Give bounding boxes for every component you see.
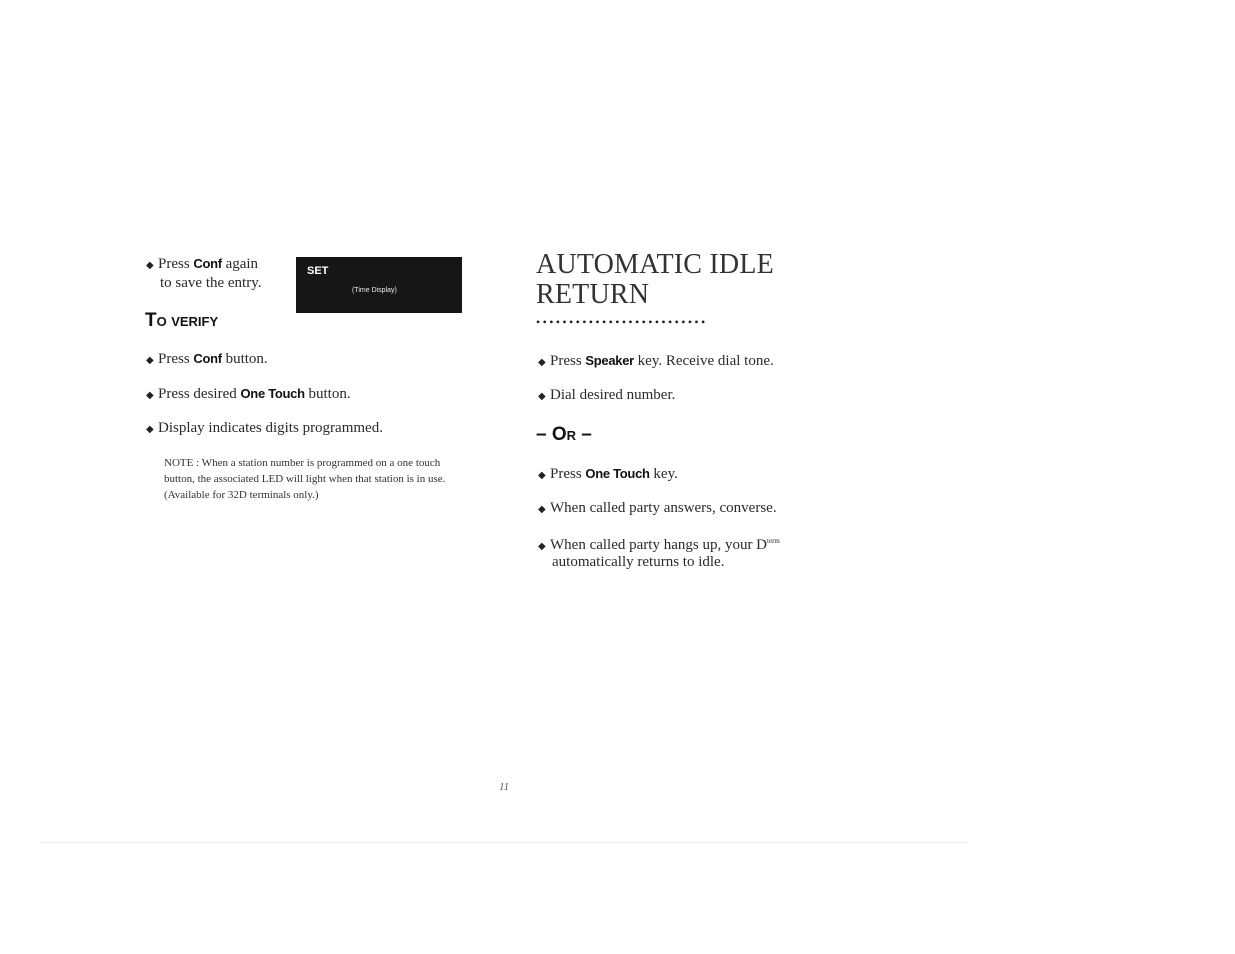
step-press-one-touch-key bbox=[538, 463, 678, 486]
step-dial-number bbox=[538, 385, 675, 407]
page-edge-line bbox=[40, 842, 968, 843]
step-display-indicates bbox=[146, 418, 383, 440]
key-label: One Touch bbox=[240, 386, 305, 401]
step-press-conf bbox=[146, 348, 268, 371]
step-text: Display indicates digits programmed. bbox=[158, 420, 383, 436]
key-label: Conf bbox=[193, 256, 222, 271]
step-text: Dial desired number. bbox=[550, 387, 676, 403]
display-line-2: (Time Display) bbox=[352, 287, 397, 294]
heading-letter: T bbox=[145, 310, 157, 331]
step-text: Press bbox=[158, 351, 194, 367]
step-text: button. bbox=[304, 386, 351, 402]
display-line-1: SET bbox=[307, 265, 329, 277]
bullet-diamond-icon: ◆ bbox=[146, 260, 154, 271]
heading-letters: ERIFY bbox=[179, 314, 219, 329]
step-text: again bbox=[221, 256, 259, 272]
bullet-diamond-icon: ◆ bbox=[146, 355, 154, 366]
step-press-speaker bbox=[538, 350, 774, 373]
or-letter: O bbox=[551, 424, 567, 445]
key-label: One Touch bbox=[585, 466, 650, 481]
section-heading-to-verify bbox=[145, 310, 218, 332]
step-text: Press bbox=[158, 256, 194, 272]
step-hangs-up-line2: automatically returns to idle. bbox=[552, 554, 725, 570]
or-separator bbox=[536, 424, 592, 446]
note-text: NOTE : When a station number is programmed on a one touch button, the associated LED will light when that station is in use. (Available for 32D terminals only.) bbox=[164, 457, 446, 501]
step-text: key. Receive dial tone. bbox=[633, 353, 774, 369]
page-number: 11 bbox=[499, 781, 510, 793]
title-line-1: AUTOMATIC IDLE bbox=[536, 249, 774, 280]
title-line-2: RETURN bbox=[536, 279, 650, 310]
step-text: button. bbox=[221, 351, 268, 367]
bullet-diamond-icon: ◆ bbox=[538, 357, 546, 368]
step-text: When called party answers, converse. bbox=[550, 500, 777, 516]
or-dash: – bbox=[576, 424, 592, 445]
key-label: Speaker bbox=[585, 353, 634, 368]
or-letter-small: R bbox=[566, 428, 577, 443]
bullet-diamond-icon: ◆ bbox=[146, 390, 154, 401]
bullet-diamond-icon: ◆ bbox=[146, 424, 154, 435]
heading-letters: O bbox=[156, 314, 167, 329]
bullet-diamond-icon: ◆ bbox=[538, 470, 546, 481]
bullet-diamond-icon: ◆ bbox=[538, 541, 546, 552]
step-converse bbox=[538, 498, 777, 520]
step-text: key. bbox=[649, 466, 678, 482]
step-save-entry-line2: to save the entry. bbox=[160, 275, 262, 291]
heading-letter: V bbox=[171, 314, 180, 329]
or-dash: – bbox=[536, 424, 552, 445]
step-press-one-touch bbox=[146, 383, 351, 406]
dotted-divider: •••••••••••••••••••••••••• bbox=[536, 315, 708, 329]
step-text: Press bbox=[550, 466, 586, 482]
lcd-display bbox=[296, 257, 462, 313]
step-text: Press bbox=[550, 353, 586, 369]
bullet-diamond-icon: ◆ bbox=[538, 391, 546, 402]
step-text: Press desired bbox=[158, 386, 241, 402]
key-label: Conf bbox=[193, 351, 222, 366]
section-title bbox=[536, 250, 774, 310]
step-text: When called party hangs up, your D bbox=[550, 537, 768, 553]
superscript: term bbox=[767, 537, 780, 545]
bullet-diamond-icon: ◆ bbox=[538, 504, 546, 515]
